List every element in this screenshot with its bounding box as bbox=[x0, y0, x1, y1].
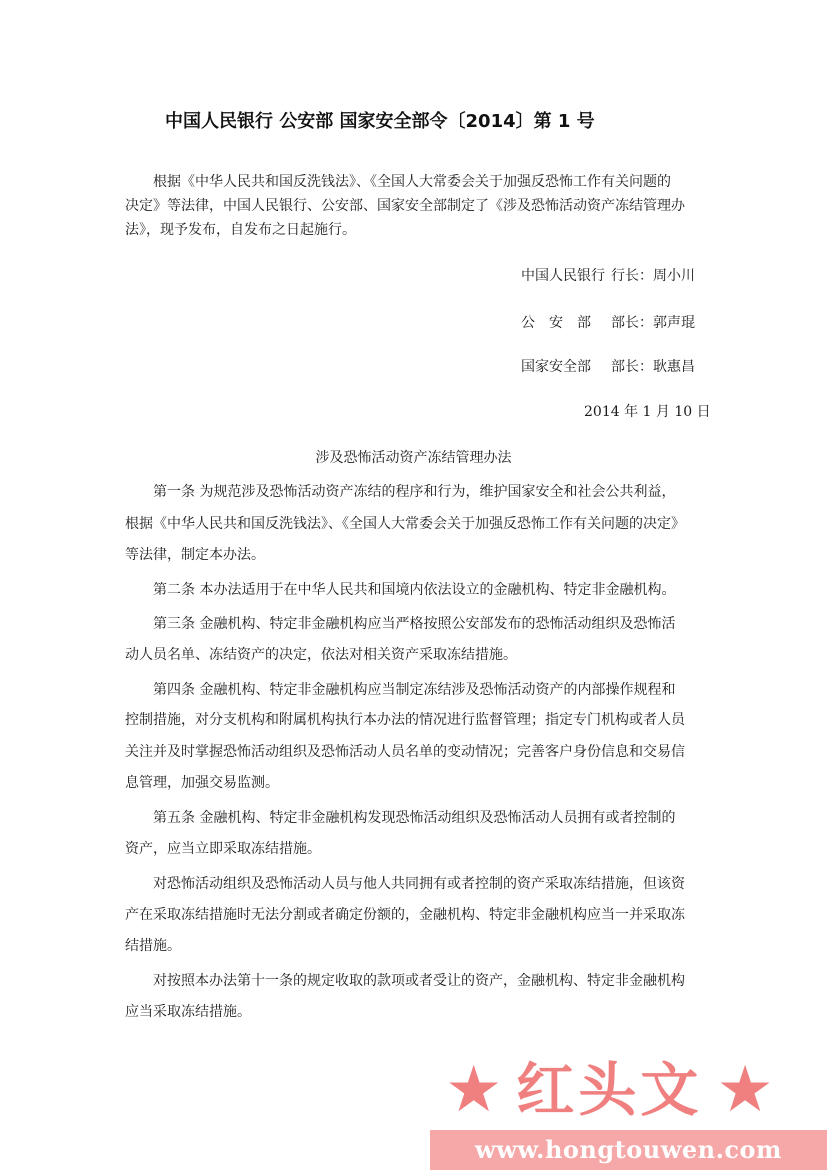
document-title: 中国人民银行 公安部 国家安全部令〔2014〕第 1 号 bbox=[165, 111, 595, 132]
body-line: 产在采取冻结措施时无法分割或者确定份额的，金融机构、特定非金融机构应当一并采取冻 bbox=[125, 907, 685, 923]
document-date: 2014 年 1 月 10 日 bbox=[584, 404, 711, 420]
signatory-role: 部长：郭声琨 bbox=[611, 315, 695, 331]
body-line: 应当采取冻结措施。 bbox=[125, 1004, 251, 1020]
body-line: 对恐怖活动组织及恐怖活动人员与他人共同拥有或者控制的资产采取冻结措施，但该资 bbox=[153, 876, 685, 892]
star-icon: ★ bbox=[716, 1053, 774, 1127]
watermark bbox=[0, 1050, 827, 1170]
watermark-banner bbox=[445, 1050, 774, 1130]
body-line: 控制措施，对分支机构和附属机构执行本办法的情况进行监督管理；指定专门机构或者人员 bbox=[125, 712, 685, 728]
body-line: 动人员名单、冻结资产的决定，依法对相关资产采取冻结措施。 bbox=[125, 647, 517, 663]
signatory-role: 行长：周小川 bbox=[611, 268, 695, 284]
watermark-url: www.hongtouwen.com bbox=[430, 1130, 827, 1170]
signatory-role: 部长：耿惠昌 bbox=[611, 359, 695, 375]
body-line: 资产，应当立即采取冻结措施。 bbox=[125, 841, 321, 857]
signatory-org: 公 安 部 bbox=[521, 315, 591, 331]
body-line: 根据《中华人民共和国反洗钱法》、《全国人大常委会关于加强反恐怖工作有关问题的决定》 bbox=[125, 516, 685, 532]
regulation-subtitle: 涉及恐怖活动资产冻结管理办法 bbox=[315, 450, 512, 466]
body-line: 等法律，制定本办法。 bbox=[125, 547, 265, 563]
body-line: 第一条 为规范涉及恐怖活动资产冻结的程序和行为，维护国家安全和社会公共利益， bbox=[153, 484, 676, 500]
preamble-line: 法》，现予发布，自发布之日起施行。 bbox=[125, 222, 356, 238]
body-line: 关注并及时掌握恐怖活动组织及恐怖活动人员名单的变动情况；完善客户身份信息和交易信 bbox=[125, 744, 685, 760]
signatory-org: 国家安全部 bbox=[521, 359, 591, 375]
body-line: 第四条 金融机构、特定非金融机构应当制定冻结涉及恐怖活动资产的内部操作规程和 bbox=[153, 682, 676, 698]
body-line: 结措施。 bbox=[125, 938, 181, 954]
body-line: 第二条 本办法适用于在中华人民共和国境内依法设立的金融机构、特定非金融机构。 bbox=[153, 582, 676, 598]
watermark-text: 红头文 bbox=[516, 1056, 703, 1124]
body-line: 第三条 金融机构、特定非金融机构应当严格按照公安部发布的恐怖活动组织及恐怖活 bbox=[153, 616, 676, 632]
star-icon: ★ bbox=[445, 1053, 503, 1127]
preamble-line: 决定》等法律，中国人民银行、公安部、国家安全部制定了《涉及恐怖活动资产冻结管理办 bbox=[125, 198, 685, 214]
body-line: 对按照本办法第十一条的规定收取的款项或者受让的资产，金融机构、特定非金融机构 bbox=[153, 973, 685, 989]
body-line: 息管理，加强交易监测。 bbox=[125, 775, 279, 791]
preamble-line: 根据《中华人民共和国反洗钱法》、《全国人大常委会关于加强反恐怖工作有关问题的 bbox=[153, 174, 671, 190]
signatory-org: 中国人民银行 bbox=[521, 268, 605, 284]
body-line: 第五条 金融机构、特定非金融机构发现恐怖活动组织及恐怖活动人员拥有或者控制的 bbox=[153, 810, 676, 826]
